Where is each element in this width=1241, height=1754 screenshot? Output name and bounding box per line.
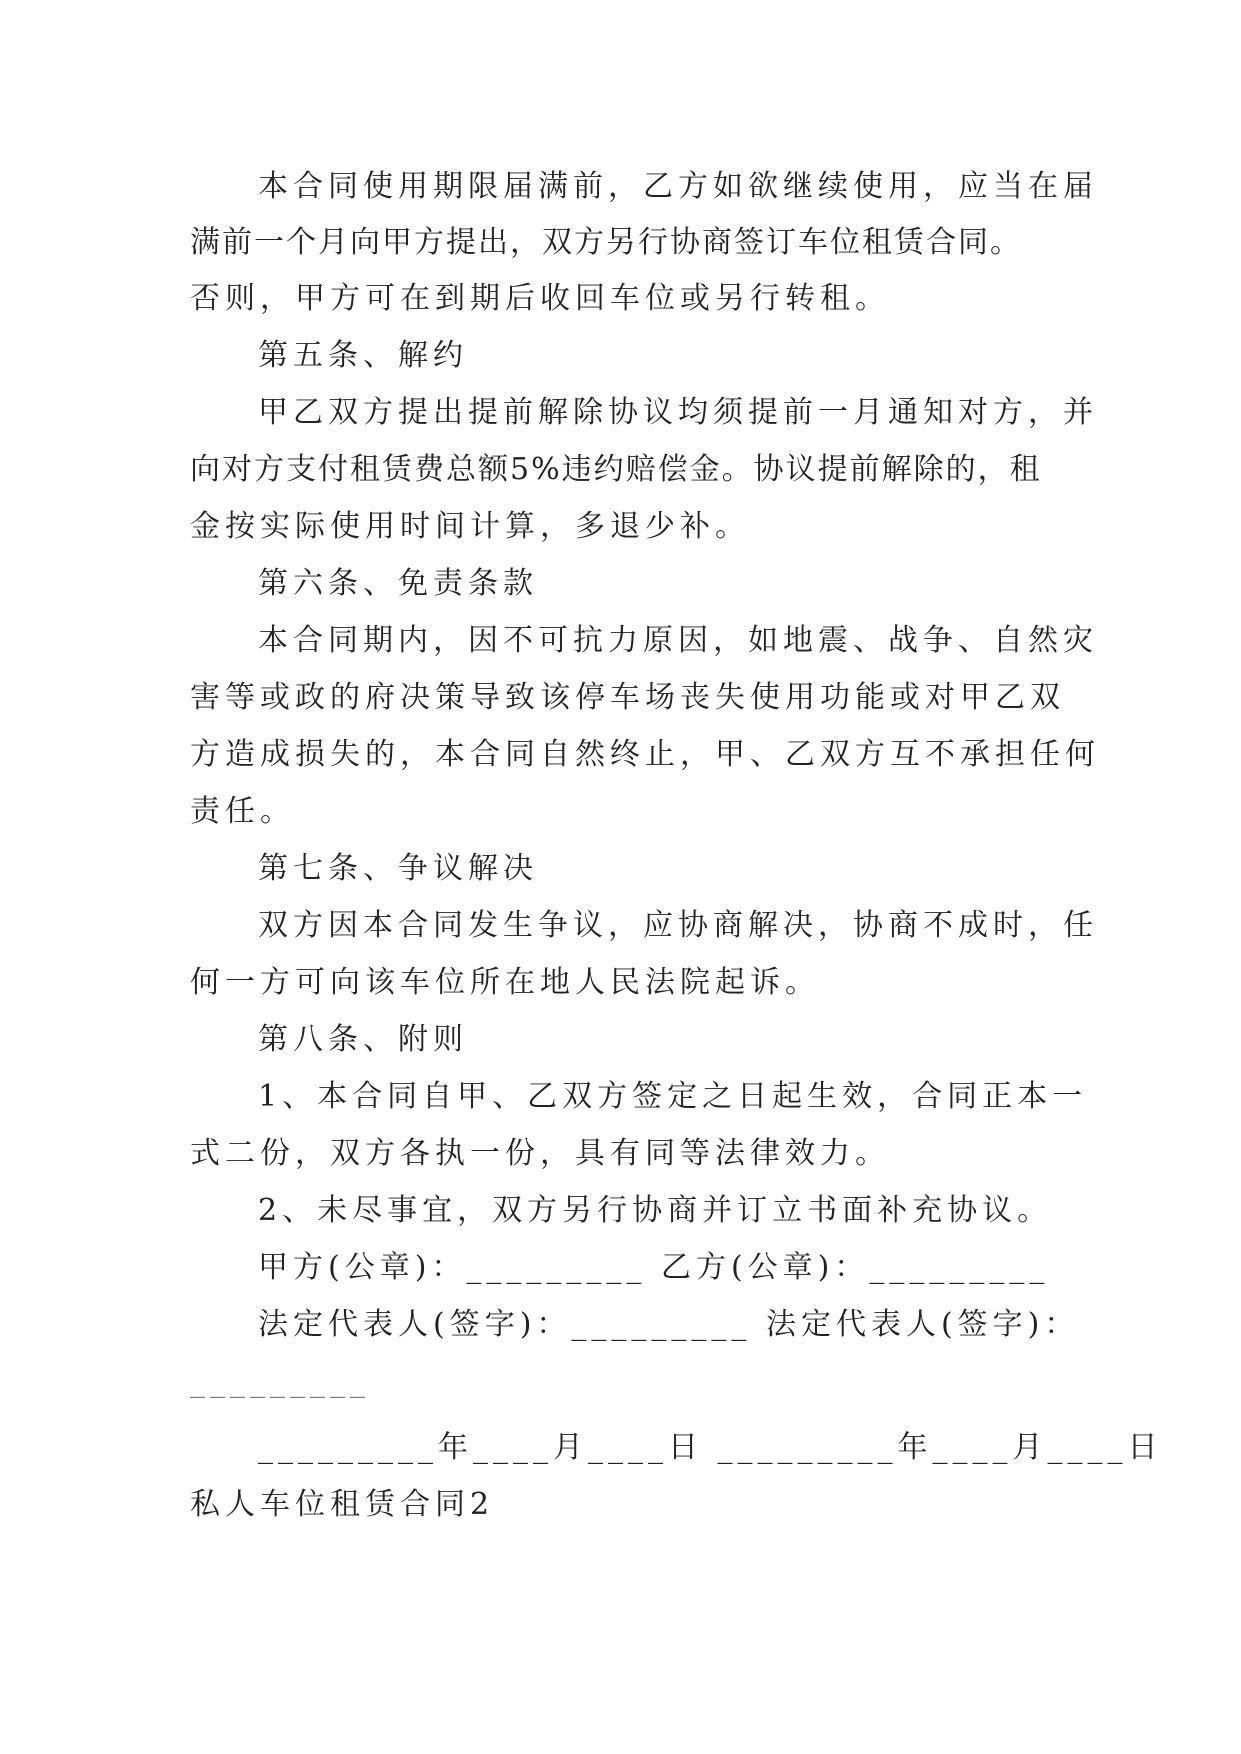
paragraph-line: 害等或政的府决策导致该停车场丧失使用功能或对甲乙双 xyxy=(190,680,1065,715)
section-heading: 第五条、解约 xyxy=(258,338,468,373)
paragraph-line: 本合同期内，因不可抗力原因，如地震、战争、自然灾 xyxy=(258,623,1098,658)
paragraph-line: 式二份，双方各执一份，具有同等法律效力。 xyxy=(190,1136,890,1171)
paragraph-line: 本合同使用期限届满前，乙方如欲继续使用，应当在届 xyxy=(258,169,1098,204)
paragraph-line: 责任。 xyxy=(190,794,295,829)
paragraph-line: 方造成损失的，本合同自然终止，甲、乙双方互不承担任何 xyxy=(190,737,1100,772)
paragraph-line: 向对方支付租赁费总额5%违约赔偿金。协议提前解除的，租 xyxy=(190,452,1042,487)
date-line: _________年____月____日 _________年____月____日 xyxy=(258,1430,1163,1465)
paragraph-line: 何一方可向该车位所在地人民法院起诉。 xyxy=(190,965,820,1000)
paragraph-line: 甲乙双方提出提前解除协议均须提前一月通知对方，并 xyxy=(258,395,1098,430)
signature-blank: _________ xyxy=(190,1364,370,1399)
paragraph-line: 满前一个月向甲方提出，双方另行协商签订车位租赁合同。 xyxy=(190,225,1022,260)
section-heading: 第七条、争议解决 xyxy=(258,851,538,886)
section-heading: 第六条、免责条款 xyxy=(258,566,538,601)
paragraph-line: 2、未尽事宜，双方另行协商并订立书面补充协议。 xyxy=(258,1193,1053,1228)
paragraph-line: 双方因本合同发生争议，应协商解决，协商不成时，任 xyxy=(258,908,1098,943)
section-heading: 第八条、附则 xyxy=(258,1022,468,1057)
document-title: 私人车位租赁合同2 xyxy=(190,1487,495,1522)
paragraph-line: 金按实际使用时间计算，多退少补。 xyxy=(190,509,750,544)
signature-line: 甲方(公章)：_________ 乙方(公章)：_________ xyxy=(258,1250,1050,1285)
paragraph-line: 否则，甲方可在到期后收回车位或另行转租。 xyxy=(190,281,890,316)
paragraph-line: 1、本合同自甲、乙双方签定之日起生效，合同正本一 xyxy=(258,1079,1088,1114)
signature-line: 法定代表人(签字)：_________ 法定代表人(签字)： xyxy=(258,1307,1080,1342)
